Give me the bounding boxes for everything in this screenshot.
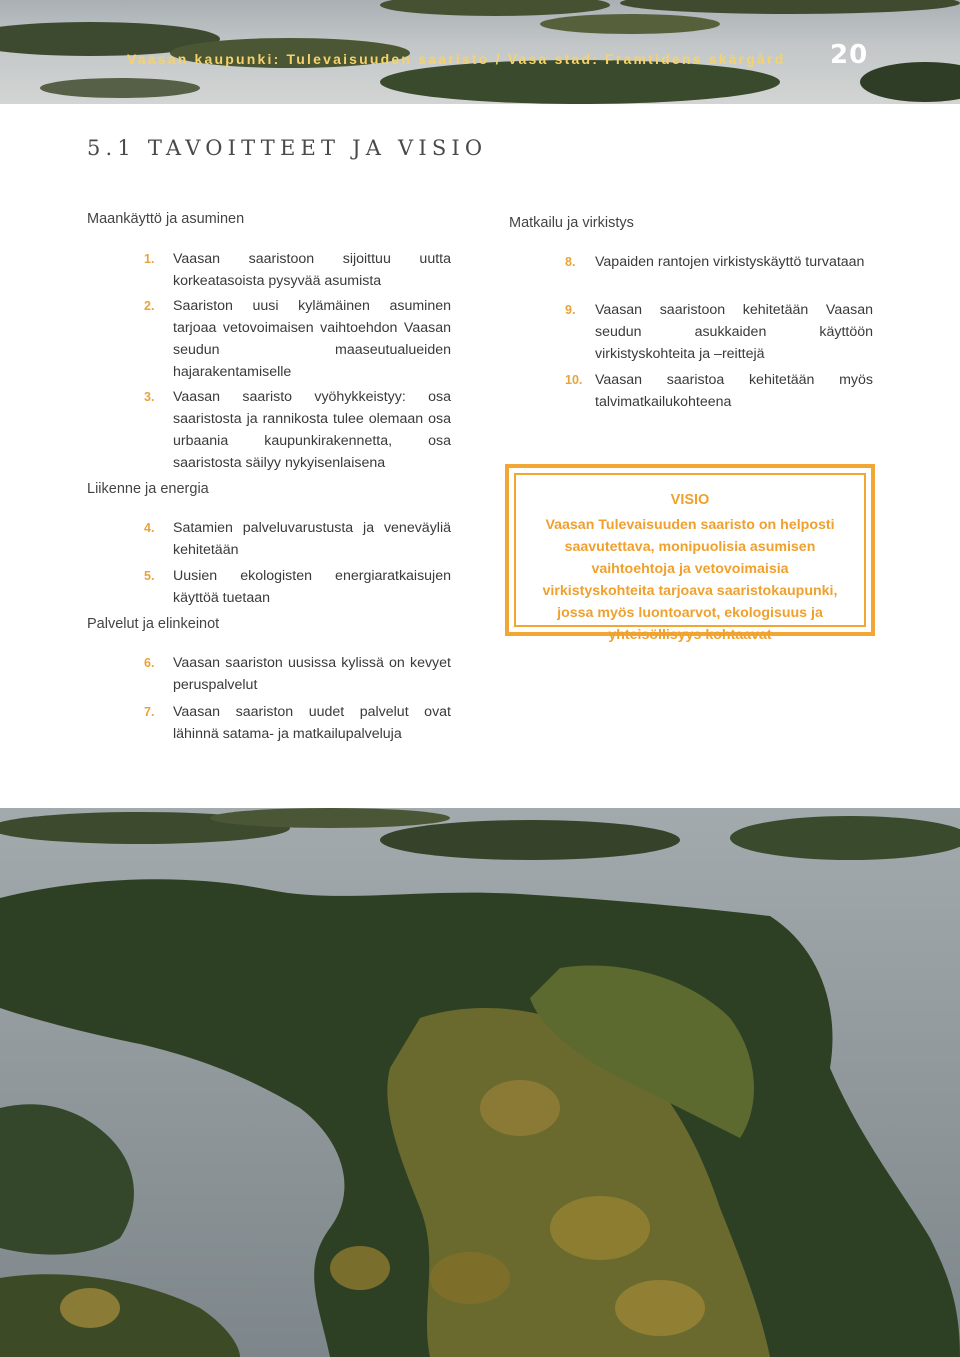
goal-text: Vaasan saariston uusissa kylissä on kevyet peruspalvelut — [173, 655, 451, 693]
goal-item — [144, 565, 451, 609]
goal-number: 6. — [144, 656, 155, 670]
goal-text: Satamien palveluvarustusta ja veneväyliä kehitetään — [173, 520, 451, 558]
goal-text: Vaasan saaristoon kehitetään Vaasan seudun asukkaiden käyttöön virkistyskohteita ja –reittejä — [595, 302, 873, 362]
goal-number: 10. — [565, 373, 583, 387]
goal-number: 2. — [144, 299, 155, 313]
goal-item — [565, 369, 873, 413]
group-heading-services: Palvelut ja elinkeinot — [87, 616, 220, 632]
goal-number: 9. — [565, 303, 576, 317]
goal-number: 1. — [144, 252, 155, 266]
goal-number: 3. — [144, 390, 155, 404]
header-photo — [0, 0, 960, 104]
goal-item — [144, 517, 451, 561]
goal-text: Vapaiden rantojen virkistyskäyttö turvataan — [595, 254, 865, 270]
goal-text: Vaasan saaristo vyöhykkeistyy: osa saaristosta ja rannikosta tulee olemaan osa urbaania kaupunkirakennetta, osa saaristosta säilyy nykyisenlaisena — [173, 389, 451, 471]
goal-number: 7. — [144, 705, 155, 719]
archipelago-photo — [0, 808, 960, 1357]
vision-box — [505, 464, 875, 643]
goal-text: Uusien ekologisten energiaratkaisujen käyttöä tuetaan — [173, 568, 451, 606]
goal-item — [144, 386, 451, 474]
goal-item — [144, 248, 451, 292]
goal-text: Vaasan saaristoa kehitetään myös talvimatkailukohteena — [595, 372, 873, 410]
goal-item — [144, 295, 451, 383]
group-heading-traffic-energy: Liikenne ja energia — [87, 481, 209, 497]
vision-title: VISIO — [670, 492, 710, 508]
group-heading-tourism: Matkailu ja virkistys — [509, 215, 634, 231]
group-heading-land-use: Maankäyttö ja asuminen — [87, 211, 245, 227]
goal-number: 5. — [144, 569, 155, 583]
page-number: 20 — [830, 40, 869, 70]
island-shape — [380, 0, 610, 16]
goal-text: Saariston uusi kylämäinen asuminen tarjoaa vetovoimaisen vaihtoehdon Vaasan seudun maaseutualueiden hajarakentamiselle — [173, 298, 451, 380]
island-shape — [860, 62, 960, 102]
goal-text: Vaasan saaristoon sijoittuu uutta korkeatasoista pysyvää asumista — [173, 251, 451, 289]
island-shape — [540, 14, 720, 34]
goal-item — [144, 652, 451, 696]
goal-item — [144, 701, 451, 745]
goal-text: Vaasan saariston uudet palvelut ovat lähinnä satama- ja matkailupalveluja — [173, 704, 451, 742]
vision-text: Vaasan Tulevaisuuden saaristo on helposti saavutettava, monipuolisia asumisen vaihtoehtoja ja vetovoimaisia virkistyskohteita tarjoava saaristokaupunki, jossa myös luontoarvot, ekologisuus ja yhteisöllisyys kohtaavat — [542, 517, 838, 643]
goal-item — [565, 251, 873, 273]
running-title: Vaasan kaupunki: Tulevaisuuden saaristo / Vasa stad: Framtidens skärgård — [127, 51, 786, 67]
goal-item — [565, 299, 873, 365]
goal-number: 4. — [144, 521, 155, 535]
archipelago-illustration — [0, 808, 960, 1357]
island-shape — [40, 78, 200, 98]
island-shape — [620, 0, 960, 14]
goal-number: 8. — [565, 255, 576, 269]
section-title: 5.1 TAVOITTEET JA VISIO — [87, 136, 488, 160]
